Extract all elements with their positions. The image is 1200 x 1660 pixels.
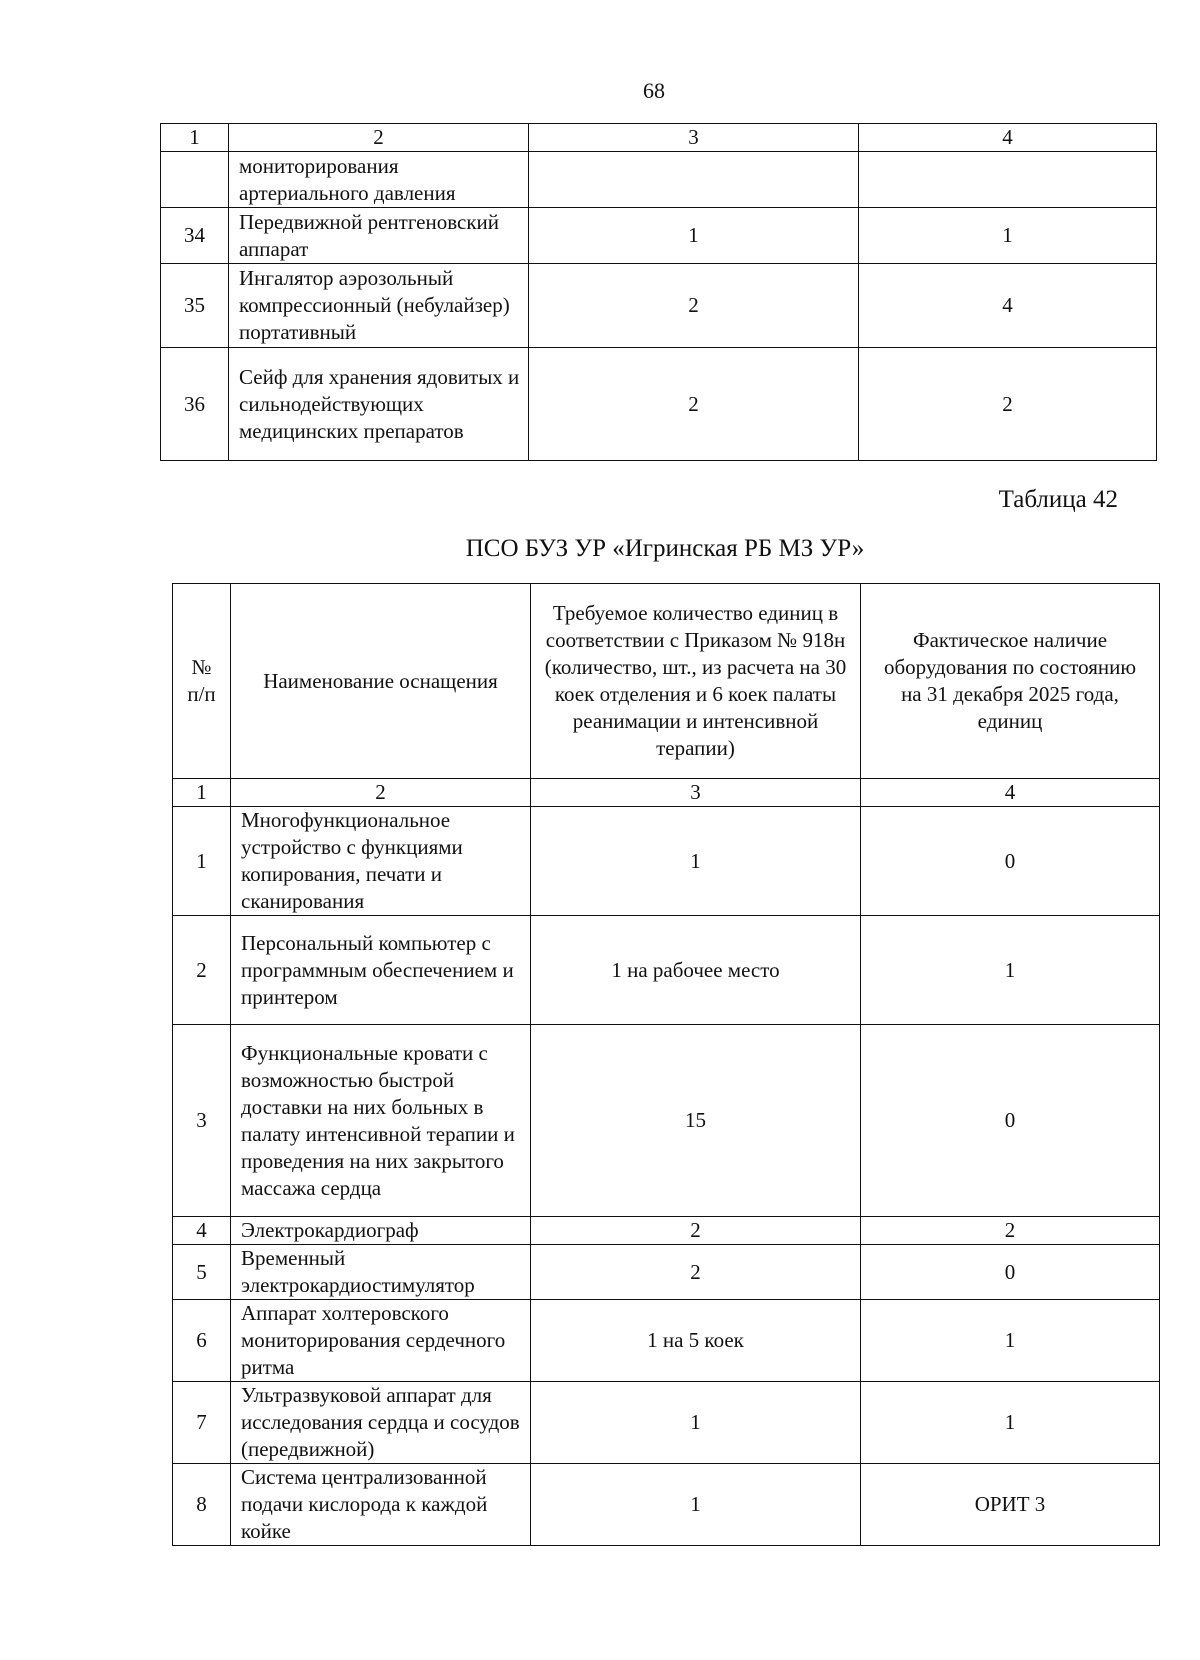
actual-quantity: 0 [861,1245,1160,1300]
equipment-table-42 [172,583,1160,1546]
actual-quantity: 2 [859,348,1157,461]
table-row [161,208,1157,264]
table-row [161,348,1157,461]
actual-quantity [859,152,1157,208]
actual-quantity: 1 [861,1300,1160,1382]
table-caption: Таблица 42 [998,486,1118,513]
table-row [173,1382,1160,1464]
equipment-name: Передвижной рентгеновский аппарат [229,208,529,264]
equipment-name: Многофункциональное устройство с функциями копирования, печати и сканирования [231,807,531,916]
row-number: 3 [173,1025,231,1217]
actual-quantity: 0 [861,1025,1160,1217]
equipment-name: мониторирования артериального давления [229,152,529,208]
table-row [161,264,1157,348]
column-number: 1 [173,779,231,807]
column-number: 4 [861,779,1160,807]
table-row [173,1464,1160,1546]
actual-quantity: 1 [861,1382,1160,1464]
row-number: 7 [173,1382,231,1464]
actual-quantity: 4 [859,264,1157,348]
required-quantity: 1 [531,807,861,916]
equipment-name: Система централизованной подачи кислорода к каждой койке [231,1464,531,1546]
column-number: 2 [229,124,529,152]
table-row [173,1025,1160,1217]
required-quantity: 1 [531,1382,861,1464]
equipment-name: Сейф для хранения ядовитых и сильнодействующих медицинских препаратов [229,348,529,461]
actual-quantity: 0 [861,807,1160,916]
row-number: 5 [173,1245,231,1300]
table-row [173,916,1160,1025]
row-number: 36 [161,348,229,461]
column-number-row [173,779,1160,807]
actual-quantity: ОРИТ 3 [861,1464,1160,1546]
column-number: 4 [859,124,1157,152]
column-number: 3 [531,779,861,807]
table-row [173,1217,1160,1245]
equipment-name: Функциональные кровати с возможностью быстрой доставки на них больных в палату интенсивной терапии и проведения на них закрытого массажа сердца [231,1025,531,1217]
row-number: 4 [173,1217,231,1245]
table-row [173,1245,1160,1300]
header-actual: Фактическое наличие оборудования по состоянию на 31 декабря 2025 года, единиц [861,584,1160,779]
row-number: 6 [173,1300,231,1382]
required-quantity: 1 на рабочее место [531,916,861,1025]
equipment-name: Электрокардиограф [231,1217,531,1245]
row-number: 8 [173,1464,231,1546]
equipment-name: Временный электрокардиостимулятор [231,1245,531,1300]
row-number [161,152,229,208]
table-title: ПСО БУЗ УР «Игринская РБ МЗ УР» [465,535,865,562]
actual-quantity: 2 [861,1217,1160,1245]
row-number: 35 [161,264,229,348]
row-number: 34 [161,208,229,264]
required-quantity [529,152,859,208]
actual-quantity: 1 [861,916,1160,1025]
page-number: 68 [643,78,665,103]
equipment-name: Персональный компьютер с программным обеспечением и принтером [231,916,531,1025]
required-quantity: 1 [529,208,859,264]
column-number: 2 [231,779,531,807]
equipment-name: Ингалятор аэрозольный компрессионный (небулайзер) портативный [229,264,529,348]
equipment-name: Аппарат холтеровского мониторирования сердечного ритма [231,1300,531,1382]
table-row [173,807,1160,916]
table-row [173,1300,1160,1382]
row-number: 2 [173,916,231,1025]
column-number: 1 [161,124,229,152]
column-number-row [161,124,1157,152]
header-required: Требуемое количество единиц в соответствии с Приказом № 918н (количество, шт., из расчета на 30 коек отделения и 6 коек палаты реанимации и интенсивной терапии) [531,584,861,779]
required-quantity: 2 [529,264,859,348]
required-quantity: 2 [531,1245,861,1300]
required-quantity: 1 [531,1464,861,1546]
required-quantity: 2 [531,1217,861,1245]
row-number: 1 [173,807,231,916]
actual-quantity: 1 [859,208,1157,264]
column-number: 3 [529,124,859,152]
header-num: № п/п [173,584,231,779]
required-quantity: 2 [529,348,859,461]
required-quantity: 15 [531,1025,861,1217]
table-row [161,152,1157,208]
equipment-table-continued [160,123,1157,461]
header-row [173,584,1160,779]
header-name: Наименование оснащения [231,584,531,779]
required-quantity: 1 на 5 коек [531,1300,861,1382]
equipment-name: Ультразвуковой аппарат для исследования сердца и сосудов (передвижной) [231,1382,531,1464]
